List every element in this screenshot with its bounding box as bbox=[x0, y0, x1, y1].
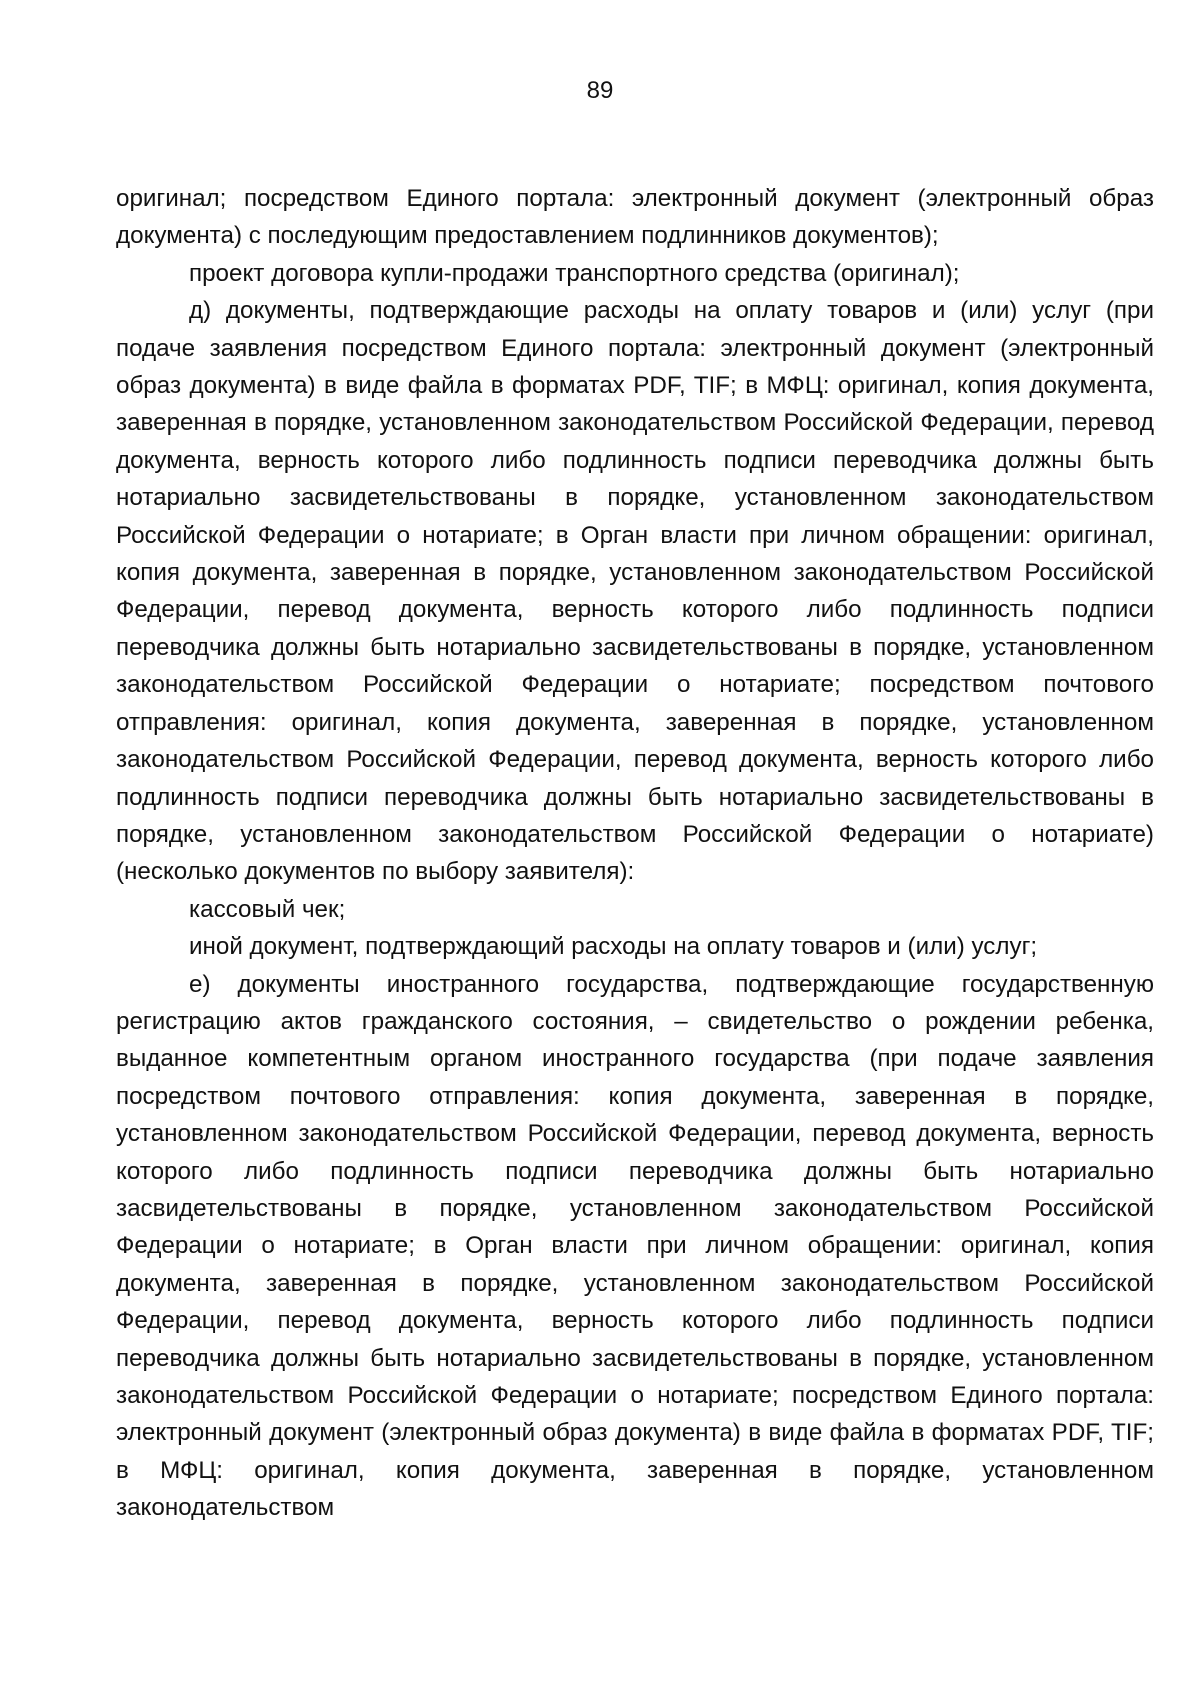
paragraph-item-d: д) документы, подтверждающие расходы на оплату товаров и (или) услуг (при подаче заявления посредством Единого портала: электронный документ (электронный образ документа) в виде файла в форматах PDF, TIF; в МФЦ: оригинал, копия документа, заверенная в порядке, установленном законодательством Российской Федерации, перевод документа, верность которого либо подлинность подписи переводчика должны быть нотариально засвидетельствованы в порядке, установленном законодательством Российской Федерации о нотариате; в Орган власти при личном обращении: оригинал, копия документа, заверенная в порядке, установленном законодательством Российской Федерации, перевод документа, верность которого либо подлинность подписи переводчика должны быть нотариально засвидетельствованы в порядке, установленном законодательством Российской Федерации о нотариате; посредством почтового отправления: оригинал, копия документа, заверенная в порядке, установленном законодательством Российской Федерации, перевод документа, верность которого либо подлинность подписи переводчика должны быть нотариально засвидетельствованы в порядке, установленном законодательством Российской Федерации о нотариате) (несколько документов по выбору заявителя): bbox=[116, 297, 1154, 886]
paragraph-other-document: иной документ, подтверждающий расходы на оплату товаров и (или) услуг; bbox=[189, 933, 1038, 961]
page-number: 89 bbox=[586, 77, 614, 104]
paragraph-sale-contract: проект договора купли-продажи транспортного средства (оригинал); bbox=[189, 259, 960, 287]
paragraph-item-e: е) документы иностранного государства, подтверждающие государственную регистрацию актов гражданского состояния, – свидетельство о рождении ребенка, выданное компетентным органом иностранного государства (при подаче заявления посредством почтового отправления: копия документа, заверенная в порядке, установленном законодательством Российской Федерации, перевод документа, верность которого либо подлинность подписи переводчика должны быть нотариально засвидетельствованы в порядке, установленном законодательством Российской Федерации о нотариате; в Орган власти при личном обращении: оригинал, копия документа, заверенная в порядке, установленном законодательством Российской Федерации, перевод документа, верность которого либо подлинность подписи переводчика должны быть нотариально засвидетельствованы в порядке, установленном законодательством Российской Федерации о нотариате; посредством Единого портала: электронный документ (электронный образ документа) в виде файла в форматах PDF, TIF; в МФЦ: оригинал, копия документа, заверенная в порядке, установленном законодательством bbox=[116, 970, 1154, 1522]
paragraph-cash-receipt: кассовый чек; bbox=[189, 895, 346, 923]
document-body bbox=[116, 180, 1154, 1527]
paragraph-continuation: оригинал; посредством Единого портала: электронный документ (электронный образ документа) с последующим предоставлением подлинников документов); bbox=[116, 185, 1154, 250]
